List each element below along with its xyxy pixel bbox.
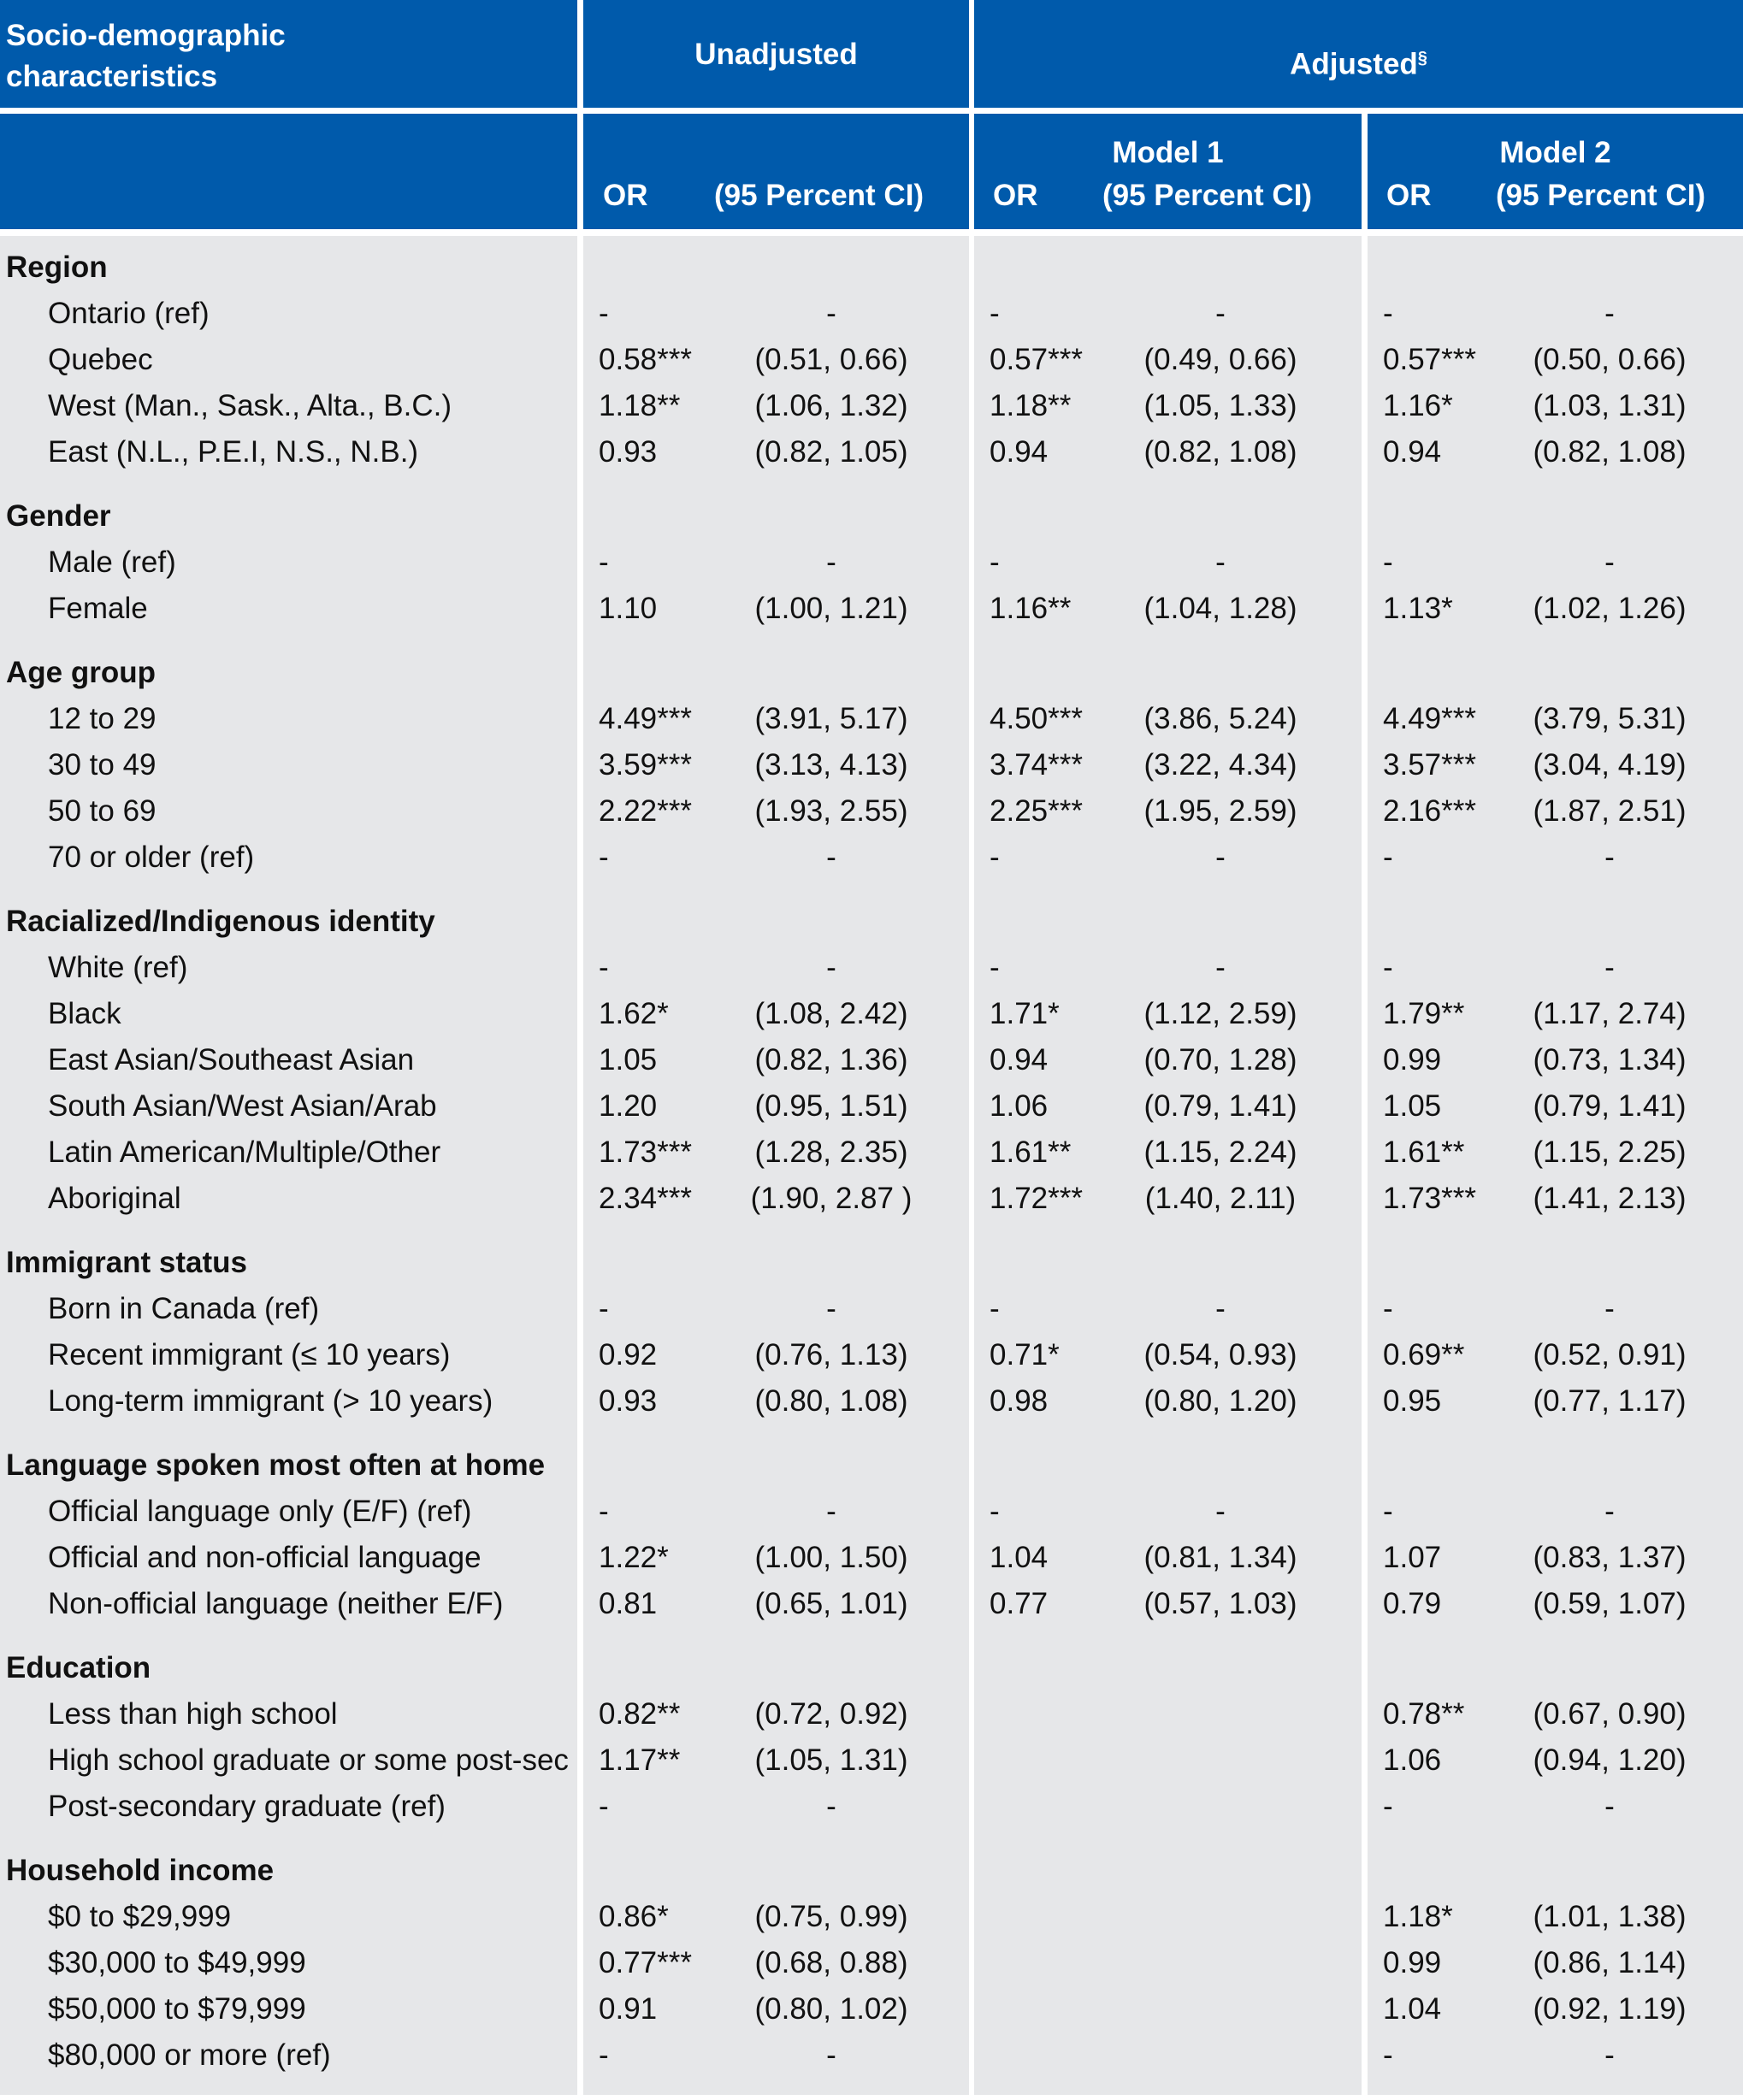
header-model2-ci: (95 Percent CI) <box>1496 179 1706 212</box>
model2-ci-cell: (1.03, 1.31) <box>1533 389 1687 422</box>
unadjusted-ci-cell: (1.00, 1.21) <box>754 592 908 625</box>
model1-or-cell: 0.71* <box>990 1338 1060 1371</box>
header-unadjusted-or: OR <box>603 179 648 212</box>
group-title: Household income <box>6 1854 275 1887</box>
model1-or-cell: 0.94 <box>990 1043 1049 1077</box>
header-unadjusted-cell <box>583 0 969 108</box>
header-unadjusted-ci: (95 Percent CI) <box>714 179 925 212</box>
model2-or-cell: 2.16*** <box>1383 794 1476 828</box>
model2-ci-cell: (3.04, 4.19) <box>1533 748 1687 782</box>
header-characteristics-line1: Socio-demographic <box>6 19 286 52</box>
table-row <box>0 1940 1743 1986</box>
table-row <box>0 1332 1743 1378</box>
unadjusted-ci-cell: - <box>826 2038 836 2072</box>
model2-or-cell: 1.05 <box>1383 1089 1442 1123</box>
model2-or-cell: 0.57*** <box>1383 343 1476 376</box>
group-header-row <box>0 1240 1743 1286</box>
unadjusted-or-cell: 0.81 <box>599 1587 658 1620</box>
unadjusted-or-cell: - <box>599 1495 609 1528</box>
model2-ci-cell: (0.73, 1.34) <box>1533 1043 1687 1077</box>
header-unadjusted: Unadjusted <box>694 38 858 71</box>
model1-ci-cell: (1.04, 1.28) <box>1143 592 1297 625</box>
model2-ci-cell: - <box>1604 1292 1615 1325</box>
unadjusted-ci-cell: (0.82, 1.36) <box>754 1043 908 1077</box>
model1-ci-cell: (3.86, 5.24) <box>1143 702 1297 735</box>
header-model1-or: OR <box>993 179 1038 212</box>
model1-ci-cell: (3.22, 4.34) <box>1143 748 1297 782</box>
model1-ci-cell: (1.05, 1.33) <box>1143 389 1297 422</box>
model2-ci-cell: (1.87, 2.51) <box>1533 794 1687 828</box>
model2-ci-cell: (0.52, 0.91) <box>1533 1338 1687 1371</box>
table-row <box>0 1130 1743 1176</box>
model1-or-cell: 0.94 <box>990 435 1049 469</box>
header-unadjusted-sub-cell <box>583 114 969 229</box>
model1-or-cell: - <box>990 1495 1000 1528</box>
model1-ci-cell: - <box>1215 951 1226 984</box>
header-model2-or: OR <box>1386 179 1432 212</box>
unadjusted-or-cell: 0.93 <box>599 435 658 469</box>
unadjusted-ci-cell: - <box>826 546 836 579</box>
table-row <box>0 1037 1743 1083</box>
unadjusted-or-cell: 4.49*** <box>599 702 692 735</box>
table-row <box>0 291 1743 337</box>
table-row <box>0 586 1743 632</box>
unadjusted-or-cell: 0.82** <box>599 1697 681 1731</box>
row-label: Male (ref) <box>48 546 176 579</box>
unadjusted-ci-cell: - <box>826 951 836 984</box>
model2-or-cell: - <box>1383 297 1393 330</box>
group-header-row <box>0 493 1743 540</box>
model2-ci-cell: (0.92, 1.19) <box>1533 1992 1687 2026</box>
unadjusted-or-cell: 1.73*** <box>599 1136 692 1169</box>
model2-ci-cell: (0.86, 1.14) <box>1533 1946 1687 1979</box>
row-label: Non-official language (neither E/F) <box>48 1587 504 1620</box>
row-label: South Asian/West Asian/Arab <box>48 1089 437 1123</box>
model2-ci-cell: (1.15, 2.25) <box>1533 1136 1687 1169</box>
model2-ci-cell: (0.79, 1.41) <box>1533 1089 1687 1123</box>
model2-or-cell: 3.57*** <box>1383 748 1476 782</box>
table-body <box>0 236 1743 2079</box>
unadjusted-ci-cell: (1.00, 1.50) <box>754 1541 908 1574</box>
unadjusted-ci-cell: (1.08, 2.42) <box>754 997 908 1030</box>
model2-ci-cell: (1.01, 1.38) <box>1533 1900 1687 1933</box>
row-label: Aboriginal <box>48 1182 181 1215</box>
group-header-row <box>0 1645 1743 1691</box>
unadjusted-ci-cell: (3.13, 4.13) <box>754 748 908 782</box>
unadjusted-or-cell: - <box>599 2038 609 2072</box>
row-label: Long-term immigrant (> 10 years) <box>48 1384 493 1418</box>
model2-or-cell: 0.69** <box>1383 1338 1465 1371</box>
model2-or-cell: - <box>1383 951 1393 984</box>
model1-or-cell: 1.04 <box>990 1541 1049 1574</box>
unadjusted-ci-cell: (0.95, 1.51) <box>754 1089 908 1123</box>
row-label: East Asian/Southeast Asian <box>48 1043 415 1077</box>
group-title: Language spoken most often at home <box>6 1448 546 1482</box>
model2-or-cell: 0.94 <box>1383 435 1442 469</box>
row-label: 12 to 29 <box>48 702 157 735</box>
model1-ci-cell: - <box>1215 841 1226 874</box>
unadjusted-ci-cell: (1.28, 2.35) <box>754 1136 908 1169</box>
model2-or-cell: 0.79 <box>1383 1587 1442 1620</box>
model1-ci-cell: - <box>1215 546 1226 579</box>
header-adjusted <box>974 38 1743 86</box>
row-label: Recent immigrant (≤ 10 years) <box>48 1338 451 1371</box>
group-title: Gender <box>6 499 111 533</box>
unadjusted-ci-cell: - <box>826 1292 836 1325</box>
unadjusted-ci-cell: - <box>826 1495 836 1528</box>
table-row <box>0 1581 1743 1627</box>
table-row <box>0 337 1743 383</box>
unadjusted-or-cell: 0.86* <box>599 1900 669 1933</box>
model2-or-cell: 1.06 <box>1383 1743 1442 1777</box>
table-row <box>0 1535 1743 1581</box>
row-label: West (Man., Sask., Alta., B.C.) <box>48 389 452 422</box>
header-adjusted-label: Adjusted <box>1290 47 1418 81</box>
table-row <box>0 1894 1743 1940</box>
unadjusted-or-cell: 0.91 <box>599 1992 658 2026</box>
model1-or-cell: 1.61** <box>990 1136 1072 1169</box>
unadjusted-or-cell: 1.17** <box>599 1743 681 1777</box>
model2-ci-cell: - <box>1604 951 1615 984</box>
model2-ci-cell: (0.82, 1.08) <box>1533 435 1687 469</box>
unadjusted-ci-cell: - <box>826 297 836 330</box>
header-adjusted-cell <box>974 0 1743 108</box>
model1-or-cell: 1.71* <box>990 997 1060 1030</box>
model2-or-cell: 1.04 <box>1383 1992 1442 2026</box>
table-row <box>0 540 1743 586</box>
model2-or-cell: 4.49*** <box>1383 702 1476 735</box>
model1-ci-cell: (0.57, 1.03) <box>1143 1587 1297 1620</box>
unadjusted-or-cell: 3.59*** <box>599 748 692 782</box>
table-row <box>0 1083 1743 1130</box>
model2-or-cell: 1.16* <box>1383 389 1453 422</box>
model1-or-cell: 3.74*** <box>990 748 1083 782</box>
row-label: White (ref) <box>48 951 188 984</box>
model1-or-cell: - <box>990 841 1000 874</box>
model1-or-cell: 0.57*** <box>990 343 1083 376</box>
unadjusted-ci-cell: (1.93, 2.55) <box>754 794 908 828</box>
row-label: Female <box>48 592 148 625</box>
row-label: Post-secondary graduate (ref) <box>48 1790 446 1823</box>
unadjusted-ci-cell: (0.80, 1.02) <box>754 1992 908 2026</box>
unadjusted-or-cell: 1.62* <box>599 997 669 1030</box>
unadjusted-ci-cell: (0.65, 1.01) <box>754 1587 908 1620</box>
header-characteristics-cell <box>0 0 577 108</box>
group-title: Region <box>6 251 108 284</box>
unadjusted-or-cell: - <box>599 546 609 579</box>
group-header-row <box>0 650 1743 696</box>
unadjusted-ci-cell: - <box>826 1790 836 1823</box>
model2-ci-cell: (0.50, 0.66) <box>1533 343 1687 376</box>
model1-or-cell: - <box>990 951 1000 984</box>
model1-ci-cell: - <box>1215 1292 1226 1325</box>
row-label: 70 or older (ref) <box>48 841 255 874</box>
model2-or-cell: 1.07 <box>1383 1541 1442 1574</box>
unadjusted-ci-cell: (0.76, 1.13) <box>754 1338 908 1371</box>
model2-ci-cell: (1.17, 2.74) <box>1533 997 1687 1030</box>
model1-or-cell: 2.25*** <box>990 794 1083 828</box>
model2-or-cell: 0.78** <box>1383 1697 1465 1731</box>
table-row <box>0 835 1743 881</box>
table-row <box>0 945 1743 991</box>
model1-or-cell: - <box>990 546 1000 579</box>
unadjusted-or-cell: 0.92 <box>599 1338 658 1371</box>
model2-ci-cell: (1.41, 2.13) <box>1533 1182 1687 1215</box>
model2-or-cell: 1.18* <box>1383 1900 1453 1933</box>
model1-or-cell: 1.72*** <box>990 1182 1083 1215</box>
unadjusted-or-cell: 2.34*** <box>599 1182 692 1215</box>
row-label: 50 to 69 <box>48 794 157 828</box>
model1-ci-cell: - <box>1215 297 1226 330</box>
table-row <box>0 696 1743 742</box>
model2-or-cell: 0.99 <box>1383 1043 1442 1077</box>
group-header-row <box>0 245 1743 291</box>
model2-or-cell: 0.95 <box>1383 1384 1442 1418</box>
group-header-row <box>0 1848 1743 1894</box>
model1-or-cell: - <box>990 1292 1000 1325</box>
row-label: Born in Canada (ref) <box>48 1292 320 1325</box>
model2-or-cell: 0.99 <box>1383 1946 1442 1979</box>
table-row <box>0 1986 1743 2032</box>
unadjusted-ci-cell: (1.05, 1.31) <box>754 1743 908 1777</box>
group-title: Immigrant status <box>6 1246 247 1279</box>
unadjusted-or-cell: 1.22* <box>599 1541 669 1574</box>
unadjusted-or-cell: - <box>599 1790 609 1823</box>
unadjusted-ci-cell: (3.91, 5.17) <box>754 702 908 735</box>
unadjusted-or-cell: 0.58*** <box>599 343 692 376</box>
model2-ci-cell: (0.67, 0.90) <box>1533 1697 1687 1731</box>
model2-or-cell: 1.73*** <box>1383 1182 1476 1215</box>
unadjusted-or-cell: - <box>599 951 609 984</box>
group-title: Age group <box>6 656 156 689</box>
row-label: $0 to $29,999 <box>48 1900 232 1933</box>
model1-or-cell: 4.50*** <box>990 702 1083 735</box>
unadjusted-or-cell: 1.20 <box>599 1089 658 1123</box>
model2-ci-cell: (0.94, 1.20) <box>1533 1743 1687 1777</box>
row-label: East (N.L., P.E.I, N.S., N.B.) <box>48 435 419 469</box>
model1-or-cell: 1.18** <box>990 389 1072 422</box>
unadjusted-ci-cell: (1.06, 1.32) <box>754 389 908 422</box>
unadjusted-ci-cell: (0.68, 0.88) <box>754 1946 908 1979</box>
table-row <box>0 788 1743 835</box>
model2-or-cell: 1.61** <box>1383 1136 1465 1169</box>
model1-or-cell: - <box>990 297 1000 330</box>
model2-ci-cell: - <box>1604 841 1615 874</box>
model2-ci-cell: - <box>1604 546 1615 579</box>
row-label: $30,000 to $49,999 <box>48 1946 306 1979</box>
model2-or-cell: - <box>1383 1495 1393 1528</box>
model2-or-cell: - <box>1383 546 1393 579</box>
model2-ci-cell: - <box>1604 1495 1615 1528</box>
table-row <box>0 1784 1743 1830</box>
model2-or-cell: - <box>1383 841 1393 874</box>
unadjusted-or-cell: - <box>599 841 609 874</box>
model1-ci-cell: (1.40, 2.11) <box>1144 1182 1297 1215</box>
unadjusted-ci-cell: (0.75, 0.99) <box>754 1900 908 1933</box>
model2-ci-cell: - <box>1604 2038 1615 2072</box>
model1-or-cell: 1.06 <box>990 1089 1049 1123</box>
model1-ci-cell: (0.79, 1.41) <box>1143 1089 1297 1123</box>
model1-or-cell: 0.77 <box>990 1587 1049 1620</box>
row-label: 30 to 49 <box>48 748 157 782</box>
table-row <box>0 1176 1743 1222</box>
unadjusted-or-cell: 1.05 <box>599 1043 658 1077</box>
model1-ci-cell: (0.80, 1.20) <box>1143 1384 1297 1418</box>
row-label: Official language only (E/F) (ref) <box>48 1495 472 1528</box>
model2-or-cell: - <box>1383 2038 1393 2072</box>
model2-or-cell: - <box>1383 1292 1393 1325</box>
unadjusted-ci-cell: (0.80, 1.08) <box>754 1384 908 1418</box>
table-row <box>0 1737 1743 1784</box>
row-label: Ontario (ref) <box>48 297 210 330</box>
header-model1-ci: (95 Percent CI) <box>1102 179 1313 212</box>
header-model1-cell <box>974 114 1362 229</box>
unadjusted-or-cell: 0.77*** <box>599 1946 692 1979</box>
model1-ci-cell: (1.12, 2.59) <box>1143 997 1297 1030</box>
model2-ci-cell: - <box>1604 1790 1615 1823</box>
header-model1-title: Model 1 <box>1112 136 1224 169</box>
row-label: Latin American/Multiple/Other <box>48 1136 441 1169</box>
model1-ci-cell: - <box>1215 1495 1226 1528</box>
unadjusted-ci-cell: (1.90, 2.87 ) <box>750 1182 913 1215</box>
unadjusted-ci-cell: (0.51, 0.66) <box>754 343 908 376</box>
unadjusted-or-cell: 2.22*** <box>599 794 692 828</box>
section-footnote-marker: § <box>1417 49 1427 68</box>
model1-ci-cell: (0.82, 1.08) <box>1143 435 1297 469</box>
row-label: Quebec <box>48 343 153 376</box>
model2-or-cell: - <box>1383 1790 1393 1823</box>
model2-or-cell: 1.13* <box>1383 592 1453 625</box>
table-row <box>0 742 1743 788</box>
unadjusted-or-cell: - <box>599 1292 609 1325</box>
row-label: Black <box>48 997 121 1030</box>
model2-or-cell: 1.79** <box>1383 997 1465 1030</box>
model1-ci-cell: (0.70, 1.28) <box>1143 1043 1297 1077</box>
row-label: Less than high school <box>48 1697 338 1731</box>
table-row <box>0 383 1743 429</box>
group-header-row <box>0 1442 1743 1489</box>
table-row <box>0 1489 1743 1535</box>
model2-ci-cell: (0.59, 1.07) <box>1533 1587 1687 1620</box>
unadjusted-or-cell: 0.93 <box>599 1384 658 1418</box>
unadjusted-ci-cell: (0.82, 1.05) <box>754 435 908 469</box>
unadjusted-ci-cell: (0.72, 0.92) <box>754 1697 908 1731</box>
model1-or-cell: 0.98 <box>990 1384 1049 1418</box>
row-label: $80,000 or more (ref) <box>48 2038 331 2072</box>
table-row <box>0 991 1743 1037</box>
model2-ci-cell: (1.02, 1.26) <box>1533 592 1687 625</box>
model2-ci-cell: (3.79, 5.31) <box>1533 702 1687 735</box>
table-row <box>0 1378 1743 1425</box>
group-title: Racialized/Indigenous identity <box>6 905 435 938</box>
model1-or-cell: 1.16** <box>990 592 1072 625</box>
group-title: Education <box>6 1651 151 1684</box>
unadjusted-or-cell: 1.18** <box>599 389 681 422</box>
model2-ci-cell: (0.77, 1.17) <box>1533 1384 1687 1418</box>
unadjusted-ci-cell: - <box>826 841 836 874</box>
table-row <box>0 1691 1743 1737</box>
row-label: Official and non-official language <box>48 1541 482 1574</box>
model1-ci-cell: (0.54, 0.93) <box>1143 1338 1297 1371</box>
model2-ci-cell: (0.83, 1.37) <box>1533 1541 1687 1574</box>
row-label: $50,000 to $79,999 <box>48 1992 306 2026</box>
model1-ci-cell: (0.49, 0.66) <box>1143 343 1297 376</box>
table-row <box>0 1286 1743 1332</box>
header-blank-cell <box>0 114 577 229</box>
unadjusted-or-cell: - <box>599 297 609 330</box>
table-row <box>0 429 1743 475</box>
header-model2-cell <box>1368 114 1743 229</box>
header-model2-title: Model 2 <box>1499 136 1611 169</box>
model1-ci-cell: (1.95, 2.59) <box>1143 794 1297 828</box>
header-characteristics-line2: characteristics <box>6 60 218 93</box>
table-row <box>0 2032 1743 2079</box>
row-label: High school graduate or some post-sec <box>48 1743 569 1777</box>
model2-ci-cell: - <box>1604 297 1615 330</box>
model1-ci-cell: (1.15, 2.24) <box>1143 1136 1297 1169</box>
group-header-row <box>0 899 1743 945</box>
unadjusted-or-cell: 1.10 <box>599 592 658 625</box>
model1-ci-cell: (0.81, 1.34) <box>1143 1541 1297 1574</box>
